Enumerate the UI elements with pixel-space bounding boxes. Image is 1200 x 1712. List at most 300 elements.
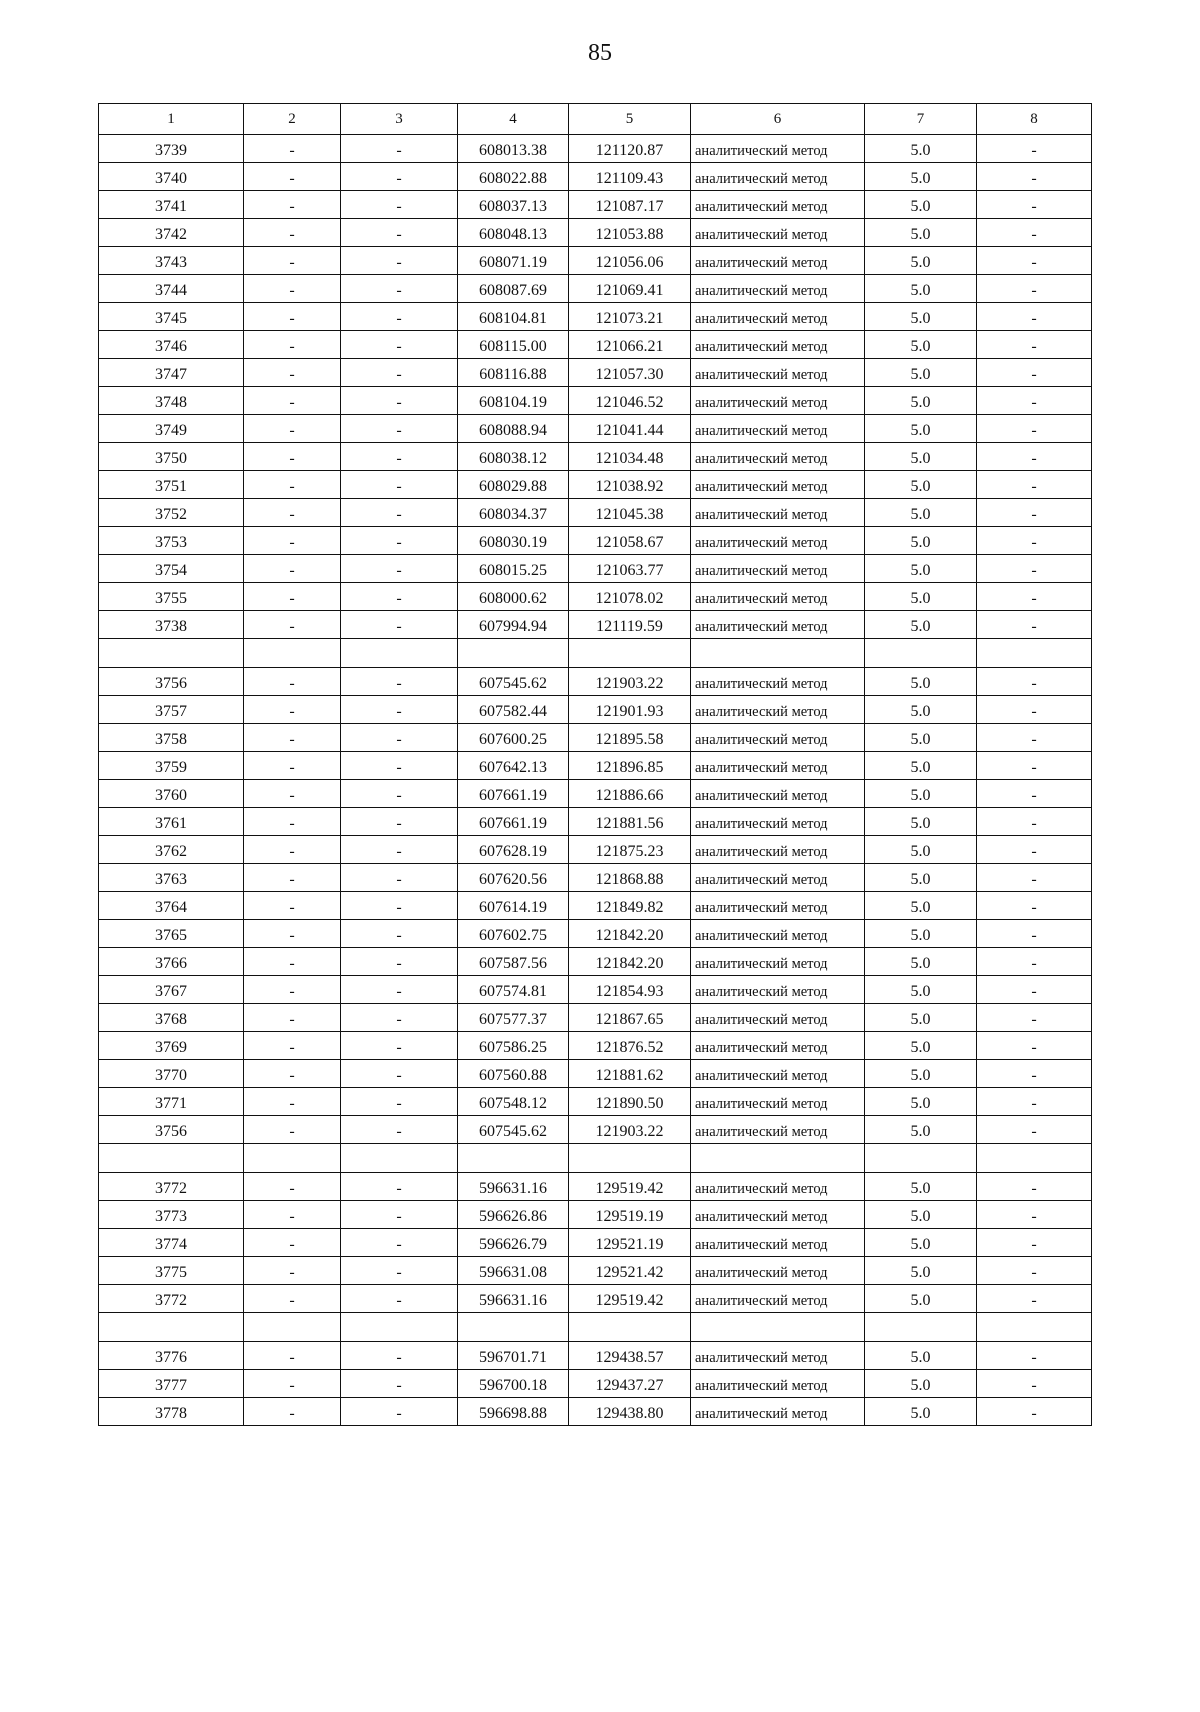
cell-x-coordinate: 607994.94 bbox=[458, 611, 569, 639]
cell-accuracy: 5.0 bbox=[865, 976, 977, 1004]
table-row bbox=[99, 752, 1092, 780]
cell-method: аналитический метод bbox=[691, 163, 865, 191]
header-cell-x-coordinate: 4 bbox=[458, 104, 569, 135]
separator-row bbox=[99, 639, 1092, 668]
cell-point-number: 3756 bbox=[99, 1116, 244, 1144]
cell-accuracy: 5.0 bbox=[865, 668, 977, 696]
cell-x-coordinate: 607582.44 bbox=[458, 696, 569, 724]
table-row bbox=[99, 892, 1092, 920]
cell-x-coordinate bbox=[458, 639, 569, 668]
cell-col-8: - bbox=[977, 1173, 1092, 1201]
cell-accuracy: 5.0 bbox=[865, 275, 977, 303]
cell-col-3: - bbox=[341, 780, 458, 808]
cell-col-2: - bbox=[244, 1004, 341, 1032]
cell-point-number: 3751 bbox=[99, 471, 244, 499]
cell-y-coordinate: 121854.93 bbox=[569, 976, 691, 1004]
table-row bbox=[99, 1060, 1092, 1088]
cell-y-coordinate: 121057.30 bbox=[569, 359, 691, 387]
cell-x-coordinate: 607577.37 bbox=[458, 1004, 569, 1032]
cell-x-coordinate: 608034.37 bbox=[458, 499, 569, 527]
table-row bbox=[99, 555, 1092, 583]
header-cell-col-8: 8 bbox=[977, 104, 1092, 135]
cell-y-coordinate: 121881.62 bbox=[569, 1060, 691, 1088]
cell-accuracy: 5.0 bbox=[865, 163, 977, 191]
cell-point-number: 3747 bbox=[99, 359, 244, 387]
cell-x-coordinate: 596626.79 bbox=[458, 1229, 569, 1257]
cell-point-number: 3742 bbox=[99, 219, 244, 247]
cell-x-coordinate: 607587.56 bbox=[458, 948, 569, 976]
cell-col-8: - bbox=[977, 499, 1092, 527]
table-row bbox=[99, 387, 1092, 415]
cell-col-3: - bbox=[341, 387, 458, 415]
cell-accuracy: 5.0 bbox=[865, 387, 977, 415]
cell-point-number: 3748 bbox=[99, 387, 244, 415]
cell-col-3: - bbox=[341, 443, 458, 471]
cell-col-3 bbox=[341, 639, 458, 668]
cell-col-8: - bbox=[977, 555, 1092, 583]
cell-x-coordinate: 596701.71 bbox=[458, 1342, 569, 1370]
cell-y-coordinate: 121886.66 bbox=[569, 780, 691, 808]
cell-x-coordinate: 607614.19 bbox=[458, 892, 569, 920]
cell-x-coordinate: 607642.13 bbox=[458, 752, 569, 780]
cell-col-8: - bbox=[977, 892, 1092, 920]
cell-point-number: 3752 bbox=[99, 499, 244, 527]
table-header bbox=[99, 104, 1092, 135]
cell-point-number: 3738 bbox=[99, 611, 244, 639]
cell-col-3: - bbox=[341, 471, 458, 499]
cell-col-2: - bbox=[244, 1257, 341, 1285]
cell-y-coordinate: 121867.65 bbox=[569, 1004, 691, 1032]
page-number: 85 bbox=[588, 40, 612, 66]
cell-x-coordinate: 607574.81 bbox=[458, 976, 569, 1004]
cell-method: аналитический метод bbox=[691, 1201, 865, 1229]
cell-accuracy: 5.0 bbox=[865, 696, 977, 724]
cell-col-2: - bbox=[244, 275, 341, 303]
table-row bbox=[99, 1285, 1092, 1313]
cell-y-coordinate: 121087.17 bbox=[569, 191, 691, 219]
cell-accuracy bbox=[865, 1313, 977, 1342]
table-row bbox=[99, 135, 1092, 163]
cell-col-3: - bbox=[341, 1257, 458, 1285]
cell-y-coordinate: 121069.41 bbox=[569, 275, 691, 303]
cell-y-coordinate: 121842.20 bbox=[569, 920, 691, 948]
cell-x-coordinate: 607661.19 bbox=[458, 780, 569, 808]
table-row bbox=[99, 1032, 1092, 1060]
table-row bbox=[99, 1004, 1092, 1032]
cell-point-number: 3769 bbox=[99, 1032, 244, 1060]
cell-y-coordinate: 121058.67 bbox=[569, 527, 691, 555]
cell-col-2: - bbox=[244, 780, 341, 808]
cell-col-3 bbox=[341, 1144, 458, 1173]
table-row bbox=[99, 443, 1092, 471]
cell-point-number: 3756 bbox=[99, 668, 244, 696]
cell-col-2: - bbox=[244, 443, 341, 471]
cell-col-2: - bbox=[244, 724, 341, 752]
cell-x-coordinate bbox=[458, 1313, 569, 1342]
cell-col-2: - bbox=[244, 1060, 341, 1088]
cell-col-8: - bbox=[977, 724, 1092, 752]
cell-col-8: - bbox=[977, 1032, 1092, 1060]
cell-col-3: - bbox=[341, 611, 458, 639]
coordinates-table bbox=[98, 103, 1092, 1426]
cell-y-coordinate: 121895.58 bbox=[569, 724, 691, 752]
cell-col-3: - bbox=[341, 724, 458, 752]
cell-accuracy: 5.0 bbox=[865, 892, 977, 920]
cell-col-3: - bbox=[341, 499, 458, 527]
cell-y-coordinate bbox=[569, 1144, 691, 1173]
table-row bbox=[99, 275, 1092, 303]
table-row bbox=[99, 331, 1092, 359]
cell-col-3: - bbox=[341, 247, 458, 275]
cell-col-8: - bbox=[977, 864, 1092, 892]
cell-point-number: 3753 bbox=[99, 527, 244, 555]
table-row bbox=[99, 1229, 1092, 1257]
cell-method: аналитический метод bbox=[691, 808, 865, 836]
cell-method: аналитический метод bbox=[691, 724, 865, 752]
cell-x-coordinate: 608088.94 bbox=[458, 415, 569, 443]
cell-col-3: - bbox=[341, 1201, 458, 1229]
table-row bbox=[99, 1342, 1092, 1370]
cell-col-2: - bbox=[244, 1370, 341, 1398]
cell-point-number: 3777 bbox=[99, 1370, 244, 1398]
table-row bbox=[99, 303, 1092, 331]
cell-accuracy: 5.0 bbox=[865, 471, 977, 499]
cell-method bbox=[691, 639, 865, 668]
cell-accuracy: 5.0 bbox=[865, 920, 977, 948]
cell-method: аналитический метод bbox=[691, 415, 865, 443]
cell-y-coordinate: 129519.42 bbox=[569, 1173, 691, 1201]
cell-col-2: - bbox=[244, 1201, 341, 1229]
cell-method: аналитический метод bbox=[691, 1173, 865, 1201]
cell-method: аналитический метод bbox=[691, 219, 865, 247]
cell-col-2: - bbox=[244, 471, 341, 499]
cell-x-coordinate bbox=[458, 1144, 569, 1173]
cell-point-number: 3765 bbox=[99, 920, 244, 948]
cell-accuracy: 5.0 bbox=[865, 948, 977, 976]
cell-method: аналитический метод bbox=[691, 976, 865, 1004]
cell-col-8: - bbox=[977, 1116, 1092, 1144]
cell-col-2: - bbox=[244, 499, 341, 527]
cell-y-coordinate: 121045.38 bbox=[569, 499, 691, 527]
table-row bbox=[99, 836, 1092, 864]
cell-y-coordinate: 121875.23 bbox=[569, 836, 691, 864]
cell-x-coordinate: 596698.88 bbox=[458, 1398, 569, 1426]
cell-y-coordinate: 121109.43 bbox=[569, 163, 691, 191]
cell-x-coordinate: 596700.18 bbox=[458, 1370, 569, 1398]
cell-x-coordinate: 607545.62 bbox=[458, 1116, 569, 1144]
cell-method: аналитический метод bbox=[691, 780, 865, 808]
cell-col-8: - bbox=[977, 163, 1092, 191]
cell-y-coordinate: 121903.22 bbox=[569, 1116, 691, 1144]
table-row bbox=[99, 1398, 1092, 1426]
cell-y-coordinate: 129519.42 bbox=[569, 1285, 691, 1313]
cell-accuracy: 5.0 bbox=[865, 611, 977, 639]
cell-point-number: 3758 bbox=[99, 724, 244, 752]
cell-y-coordinate: 121849.82 bbox=[569, 892, 691, 920]
cell-col-8: - bbox=[977, 471, 1092, 499]
cell-x-coordinate: 607628.19 bbox=[458, 836, 569, 864]
cell-method: аналитический метод bbox=[691, 696, 865, 724]
cell-x-coordinate: 608104.81 bbox=[458, 303, 569, 331]
cell-point-number: 3757 bbox=[99, 696, 244, 724]
cell-method: аналитический метод bbox=[691, 135, 865, 163]
cell-col-2: - bbox=[244, 668, 341, 696]
cell-point-number: 3761 bbox=[99, 808, 244, 836]
cell-y-coordinate: 129519.19 bbox=[569, 1201, 691, 1229]
cell-method: аналитический метод bbox=[691, 471, 865, 499]
cell-method: аналитический метод bbox=[691, 1342, 865, 1370]
table-row bbox=[99, 1201, 1092, 1229]
table-row bbox=[99, 359, 1092, 387]
table-row bbox=[99, 696, 1092, 724]
cell-method: аналитический метод bbox=[691, 247, 865, 275]
cell-col-2 bbox=[244, 1313, 341, 1342]
cell-col-3: - bbox=[341, 191, 458, 219]
cell-col-3: - bbox=[341, 976, 458, 1004]
cell-col-3: - bbox=[341, 752, 458, 780]
cell-point-number: 3764 bbox=[99, 892, 244, 920]
cell-accuracy: 5.0 bbox=[865, 359, 977, 387]
cell-x-coordinate: 608087.69 bbox=[458, 275, 569, 303]
table-row bbox=[99, 247, 1092, 275]
cell-accuracy: 5.0 bbox=[865, 780, 977, 808]
cell-method: аналитический метод bbox=[691, 948, 865, 976]
cell-point-number: 3775 bbox=[99, 1257, 244, 1285]
table-row bbox=[99, 976, 1092, 1004]
cell-x-coordinate: 607661.19 bbox=[458, 808, 569, 836]
cell-y-coordinate: 129437.27 bbox=[569, 1370, 691, 1398]
cell-col-3 bbox=[341, 1313, 458, 1342]
cell-point-number: 3760 bbox=[99, 780, 244, 808]
cell-col-8: - bbox=[977, 1088, 1092, 1116]
cell-col-3: - bbox=[341, 1342, 458, 1370]
cell-y-coordinate: 121063.77 bbox=[569, 555, 691, 583]
cell-x-coordinate: 608030.19 bbox=[458, 527, 569, 555]
cell-col-2: - bbox=[244, 219, 341, 247]
cell-col-2: - bbox=[244, 555, 341, 583]
cell-x-coordinate: 607600.25 bbox=[458, 724, 569, 752]
cell-y-coordinate: 121056.06 bbox=[569, 247, 691, 275]
cell-col-8: - bbox=[977, 1342, 1092, 1370]
cell-point-number: 3746 bbox=[99, 331, 244, 359]
cell-accuracy bbox=[865, 1144, 977, 1173]
cell-point-number: 3776 bbox=[99, 1342, 244, 1370]
cell-col-8: - bbox=[977, 303, 1092, 331]
cell-col-8: - bbox=[977, 1060, 1092, 1088]
table-row bbox=[99, 219, 1092, 247]
cell-col-2: - bbox=[244, 303, 341, 331]
cell-method: аналитический метод bbox=[691, 555, 865, 583]
cell-method: аналитический метод bbox=[691, 1257, 865, 1285]
table-body bbox=[99, 135, 1092, 1426]
cell-point-number: 3754 bbox=[99, 555, 244, 583]
cell-y-coordinate: 129521.42 bbox=[569, 1257, 691, 1285]
cell-col-2: - bbox=[244, 1342, 341, 1370]
cell-x-coordinate: 596626.86 bbox=[458, 1201, 569, 1229]
cell-point-number: 3744 bbox=[99, 275, 244, 303]
cell-x-coordinate: 596631.08 bbox=[458, 1257, 569, 1285]
cell-y-coordinate: 121038.92 bbox=[569, 471, 691, 499]
cell-col-2: - bbox=[244, 331, 341, 359]
table-row bbox=[99, 808, 1092, 836]
cell-col-3: - bbox=[341, 331, 458, 359]
header-cell-col-2: 2 bbox=[244, 104, 341, 135]
cell-col-8: - bbox=[977, 275, 1092, 303]
cell-method bbox=[691, 1144, 865, 1173]
cell-x-coordinate: 608038.12 bbox=[458, 443, 569, 471]
cell-y-coordinate: 121034.48 bbox=[569, 443, 691, 471]
cell-point-number bbox=[99, 639, 244, 668]
cell-point-number: 3739 bbox=[99, 135, 244, 163]
cell-y-coordinate bbox=[569, 639, 691, 668]
cell-col-3: - bbox=[341, 583, 458, 611]
cell-col-2: - bbox=[244, 1116, 341, 1144]
cell-accuracy: 5.0 bbox=[865, 191, 977, 219]
cell-accuracy: 5.0 bbox=[865, 864, 977, 892]
cell-x-coordinate: 607602.75 bbox=[458, 920, 569, 948]
cell-x-coordinate: 608104.19 bbox=[458, 387, 569, 415]
cell-col-3: - bbox=[341, 135, 458, 163]
cell-x-coordinate: 596631.16 bbox=[458, 1173, 569, 1201]
cell-col-2: - bbox=[244, 696, 341, 724]
cell-col-8: - bbox=[977, 1257, 1092, 1285]
cell-method bbox=[691, 1313, 865, 1342]
cell-col-2 bbox=[244, 1144, 341, 1173]
separator-row bbox=[99, 1313, 1092, 1342]
cell-y-coordinate: 121842.20 bbox=[569, 948, 691, 976]
cell-method: аналитический метод bbox=[691, 1088, 865, 1116]
cell-col-3: - bbox=[341, 1116, 458, 1144]
cell-col-2: - bbox=[244, 1173, 341, 1201]
cell-col-2: - bbox=[244, 415, 341, 443]
cell-accuracy: 5.0 bbox=[865, 1088, 977, 1116]
cell-col-3: - bbox=[341, 275, 458, 303]
cell-col-3: - bbox=[341, 1060, 458, 1088]
cell-method: аналитический метод bbox=[691, 836, 865, 864]
cell-col-8: - bbox=[977, 1370, 1092, 1398]
table-row bbox=[99, 780, 1092, 808]
cell-x-coordinate: 607560.88 bbox=[458, 1060, 569, 1088]
cell-col-2: - bbox=[244, 191, 341, 219]
cell-y-coordinate: 121078.02 bbox=[569, 583, 691, 611]
cell-col-8: - bbox=[977, 331, 1092, 359]
table-row bbox=[99, 471, 1092, 499]
cell-method: аналитический метод bbox=[691, 359, 865, 387]
cell-col-2: - bbox=[244, 892, 341, 920]
table-row bbox=[99, 724, 1092, 752]
cell-accuracy: 5.0 bbox=[865, 443, 977, 471]
cell-x-coordinate: 607586.25 bbox=[458, 1032, 569, 1060]
cell-accuracy: 5.0 bbox=[865, 303, 977, 331]
cell-col-3: - bbox=[341, 668, 458, 696]
cell-accuracy: 5.0 bbox=[865, 555, 977, 583]
cell-accuracy: 5.0 bbox=[865, 331, 977, 359]
cell-col-3: - bbox=[341, 1088, 458, 1116]
cell-col-3: - bbox=[341, 555, 458, 583]
cell-col-3: - bbox=[341, 1370, 458, 1398]
cell-method: аналитический метод bbox=[691, 668, 865, 696]
cell-col-8: - bbox=[977, 948, 1092, 976]
cell-method: аналитический метод bbox=[691, 611, 865, 639]
cell-accuracy: 5.0 bbox=[865, 724, 977, 752]
cell-point-number: 3773 bbox=[99, 1201, 244, 1229]
cell-point-number: 3741 bbox=[99, 191, 244, 219]
cell-accuracy: 5.0 bbox=[865, 583, 977, 611]
cell-col-3: - bbox=[341, 359, 458, 387]
cell-point-number: 3770 bbox=[99, 1060, 244, 1088]
cell-y-coordinate: 121066.21 bbox=[569, 331, 691, 359]
table-row bbox=[99, 1370, 1092, 1398]
cell-accuracy: 5.0 bbox=[865, 836, 977, 864]
cell-point-number bbox=[99, 1144, 244, 1173]
cell-method: аналитический метод bbox=[691, 892, 865, 920]
cell-method: аналитический метод bbox=[691, 1032, 865, 1060]
cell-col-8: - bbox=[977, 219, 1092, 247]
cell-x-coordinate: 608037.13 bbox=[458, 191, 569, 219]
cell-col-8: - bbox=[977, 780, 1092, 808]
cell-col-3: - bbox=[341, 864, 458, 892]
cell-col-2: - bbox=[244, 752, 341, 780]
cell-point-number: 3750 bbox=[99, 443, 244, 471]
cell-method: аналитический метод bbox=[691, 1370, 865, 1398]
header-cell-col-3: 3 bbox=[341, 104, 458, 135]
cell-col-2: - bbox=[244, 836, 341, 864]
cell-point-number: 3772 bbox=[99, 1173, 244, 1201]
cell-method: аналитический метод bbox=[691, 527, 865, 555]
cell-col-3: - bbox=[341, 1285, 458, 1313]
cell-col-3: - bbox=[341, 836, 458, 864]
cell-point-number: 3740 bbox=[99, 163, 244, 191]
cell-col-2 bbox=[244, 639, 341, 668]
cell-col-8: - bbox=[977, 976, 1092, 1004]
cell-point-number: 3772 bbox=[99, 1285, 244, 1313]
cell-col-8: - bbox=[977, 387, 1092, 415]
cell-col-3: - bbox=[341, 920, 458, 948]
cell-col-2: - bbox=[244, 611, 341, 639]
cell-col-8: - bbox=[977, 668, 1092, 696]
table-row bbox=[99, 920, 1092, 948]
cell-col-2: - bbox=[244, 247, 341, 275]
cell-x-coordinate: 608013.38 bbox=[458, 135, 569, 163]
cell-col-8: - bbox=[977, 836, 1092, 864]
cell-method: аналитический метод bbox=[691, 275, 865, 303]
cell-col-3: - bbox=[341, 1032, 458, 1060]
table-row bbox=[99, 864, 1092, 892]
cell-col-3: - bbox=[341, 1398, 458, 1426]
cell-col-3: - bbox=[341, 303, 458, 331]
cell-method: аналитический метод bbox=[691, 1398, 865, 1426]
cell-point-number: 3767 bbox=[99, 976, 244, 1004]
cell-col-8: - bbox=[977, 1398, 1092, 1426]
header-cell-accuracy: 7 bbox=[865, 104, 977, 135]
cell-col-8: - bbox=[977, 135, 1092, 163]
cell-col-3: - bbox=[341, 163, 458, 191]
cell-accuracy: 5.0 bbox=[865, 1032, 977, 1060]
cell-point-number: 3745 bbox=[99, 303, 244, 331]
cell-col-3: - bbox=[341, 219, 458, 247]
cell-accuracy: 5.0 bbox=[865, 1116, 977, 1144]
header-cell-method: 6 bbox=[691, 104, 865, 135]
cell-col-8 bbox=[977, 639, 1092, 668]
cell-point-number: 3759 bbox=[99, 752, 244, 780]
cell-accuracy: 5.0 bbox=[865, 1285, 977, 1313]
cell-method: аналитический метод bbox=[691, 499, 865, 527]
cell-y-coordinate: 129438.57 bbox=[569, 1342, 691, 1370]
cell-col-8: - bbox=[977, 1229, 1092, 1257]
cell-col-8: - bbox=[977, 583, 1092, 611]
table-row bbox=[99, 948, 1092, 976]
cell-point-number: 3763 bbox=[99, 864, 244, 892]
